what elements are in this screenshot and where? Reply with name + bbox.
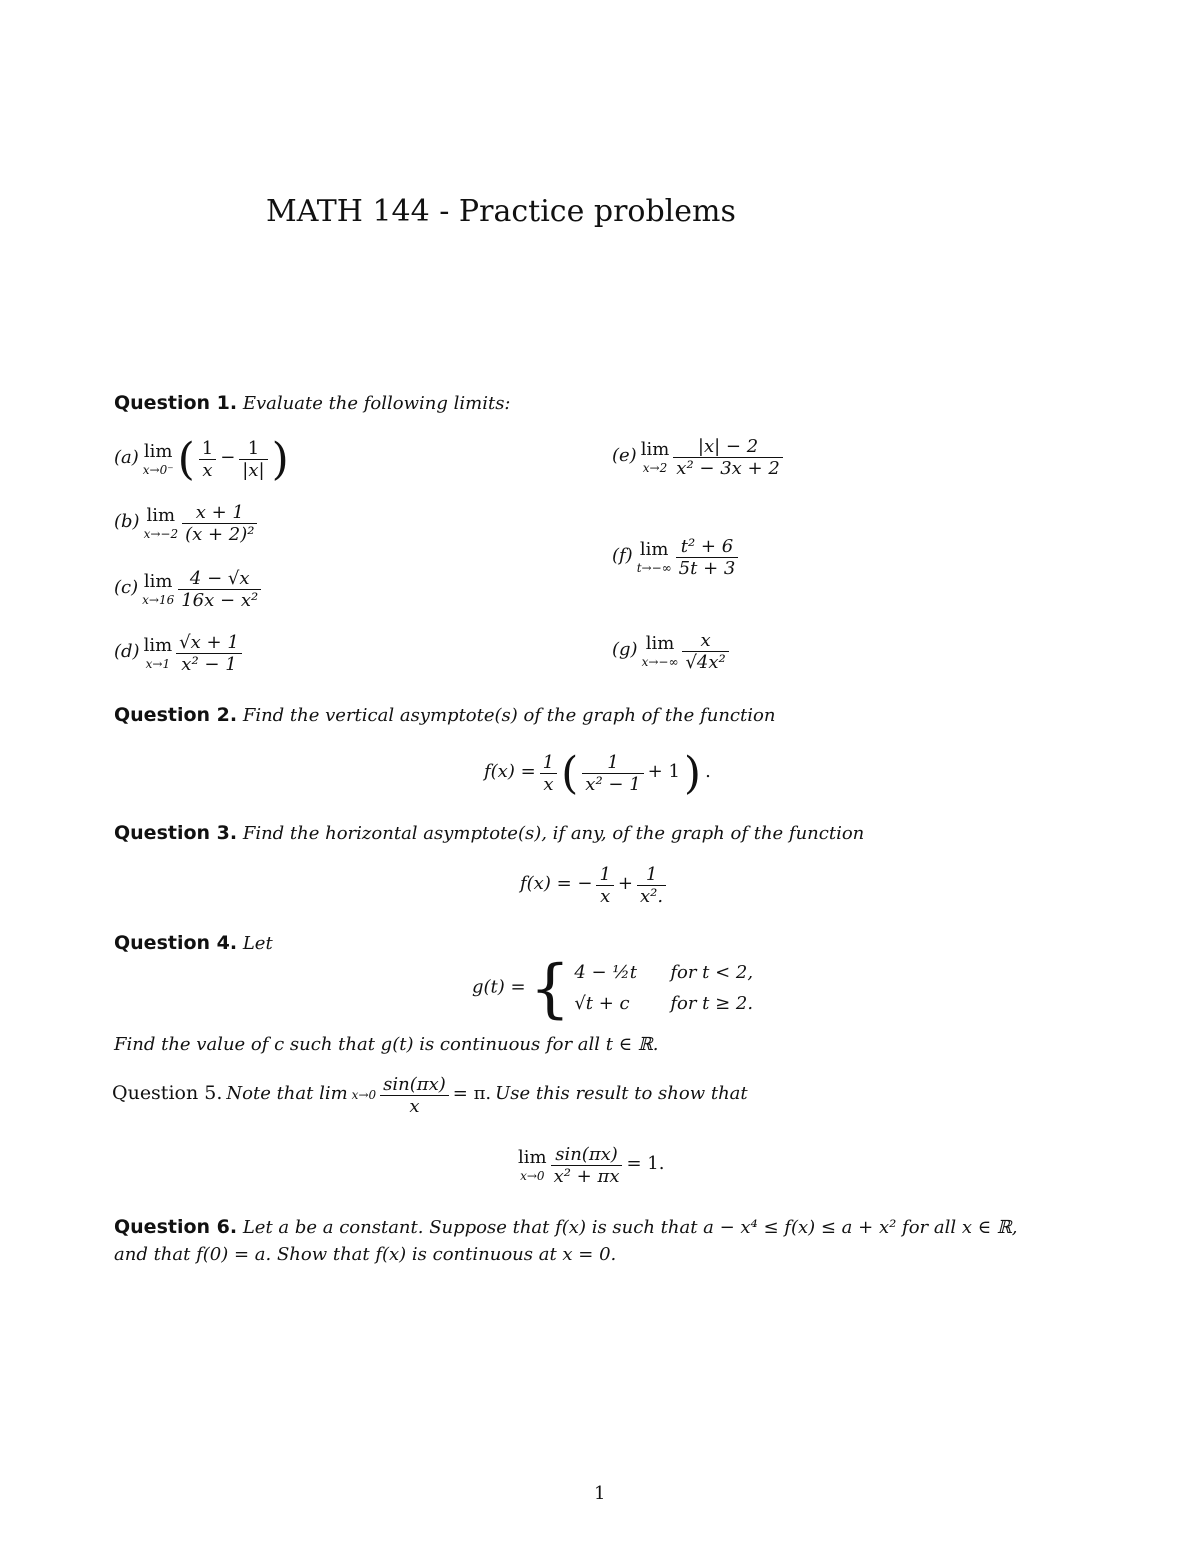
limit-operator: lim x→1 [143, 635, 173, 671]
fraction: $\frac{1}{|x|}$ [239, 438, 267, 481]
question-5-prompt: Use this result to show that [495, 1083, 748, 1105]
question-1f [612, 536, 738, 579]
period: . [705, 761, 711, 783]
fraction: $\frac{\sin(\pi x)}{x}$ [380, 1074, 449, 1117]
question-2-prompt: Find the vertical asymptote(s) of the graph of the function [242, 705, 776, 726]
operator: − [220, 447, 236, 469]
part-tag: (a) [114, 447, 139, 469]
question-6-label: Question 6. [114, 1216, 238, 1238]
fraction: $\frac{1}{x}$ [540, 752, 557, 795]
fraction: $\frac{1}{\text{x².}}$ [637, 864, 666, 907]
question-1-prompt: Evaluate the following limits: [242, 393, 511, 414]
page-number: 1 [594, 1483, 606, 1504]
limit-operator: lim x→2 [640, 439, 670, 475]
fraction: $\frac{1}{x}$ [596, 864, 613, 907]
limit-operator: lim x→16 [142, 571, 175, 607]
right-paren: ) [683, 748, 702, 799]
fraction: $\frac{1}{\text{x² − 1}}$ [582, 752, 643, 795]
fraction: $\frac{4 - √x}{\text{16x − x²}}$ [178, 568, 261, 611]
question-4-label: Question 4. [114, 932, 238, 954]
operator: + [617, 873, 634, 895]
question-6-text: Let a be a constant. Suppose that f(x) is such that a − x⁴ ≤ f(x) ≤ a + x² for all x ∈ ℝ, [242, 1217, 1018, 1238]
question-2-equation [484, 748, 711, 799]
part-tag: (f) [612, 545, 633, 567]
question-5-note-suffix: = π. [452, 1083, 492, 1105]
question-3-equation [520, 864, 666, 907]
question-4-followup: Find the value of c such that g(t) is continuous for all t ∈ ℝ. [114, 1034, 659, 1055]
question-5-note-sub: x→0 [351, 1088, 377, 1103]
limit-operator: lim t→−∞ [636, 539, 672, 575]
equation-tail: + 1 [647, 761, 680, 783]
case-1-condition: for t < 2, [670, 962, 754, 983]
page-title: MATH 144 - Practice problems [266, 194, 736, 229]
case-2-expression: √t + c [574, 993, 630, 1014]
question-2-label: Question 2. [114, 704, 238, 726]
part-tag: (d) [114, 641, 140, 663]
part-tag: (b) [114, 511, 140, 533]
equation-rhs: = 1. [626, 1153, 665, 1175]
equation-lhs: g(t) = [472, 976, 526, 998]
question-1-heading [114, 392, 511, 414]
question-5-label: Question 5. [112, 1082, 223, 1105]
part-tag: (g) [612, 639, 638, 661]
question-1d [114, 632, 242, 675]
fraction: $\frac{\text{t² + 6}}{5t + 3}$ [676, 536, 739, 579]
case-1-expression: 4 − ½t [574, 962, 637, 983]
question-1b [114, 502, 257, 545]
question-4-piecewise [472, 952, 753, 1026]
case-2-condition: for t ≥ 2. [670, 993, 754, 1014]
question-5-heading [112, 1074, 748, 1117]
question-5-equation [518, 1144, 664, 1187]
part-tag: (e) [612, 445, 637, 467]
question-3-heading [114, 822, 864, 844]
question-6-line-1 [114, 1216, 1017, 1238]
question-3-label: Question 3. [114, 822, 238, 844]
question-4-heading [114, 932, 273, 954]
limit-operator: lim x→−2 [143, 505, 179, 541]
left-paren: ( [561, 748, 579, 799]
left-brace: { [529, 952, 571, 1026]
right-paren: ) [271, 434, 289, 485]
question-2-heading [114, 704, 775, 726]
left-paren: ( [177, 434, 195, 485]
question-3-prompt: Find the horizontal asymptote(s), if any, of the graph of the function [242, 823, 865, 844]
equation-lhs: f(x) = [484, 761, 536, 783]
question-1c [114, 568, 261, 611]
question-1-label: Question 1. [114, 392, 238, 414]
equation-lhs: f(x) = − [520, 873, 593, 895]
fraction: $\frac{|x| - 2}{\text{x² − 3x + 2}}$ [673, 436, 782, 479]
limit-operator: lim x→0 [518, 1147, 547, 1183]
question-5-note-prefix: Note that lim [226, 1083, 348, 1105]
fraction: $\frac{√x + 1}{\text{x² − 1}}$ [176, 632, 242, 675]
question-6-line-2: and that f(0) = a. Show that f(x) is continuous at x = 0. [114, 1244, 617, 1265]
limit-operator: lim x→0⁻ [142, 441, 174, 477]
question-1e [612, 436, 783, 479]
limit-operator: lim x→−∞ [641, 633, 679, 669]
fraction: $\frac{x + 1}{\text{(x + 2)²}}$ [182, 502, 257, 545]
fraction: $\frac{\sin(\pi x)}{\text{x² + πx}}$ [551, 1144, 623, 1187]
question-1a [114, 434, 289, 485]
piecewise-cases [574, 958, 753, 1020]
fraction: $\frac{1}{x}$ [199, 438, 216, 481]
fraction: $\frac{x}{\text{√4x²}}$ [682, 630, 728, 673]
question-4-prompt: Let [242, 933, 273, 954]
question-1g [612, 630, 729, 673]
part-tag: (c) [114, 577, 139, 599]
